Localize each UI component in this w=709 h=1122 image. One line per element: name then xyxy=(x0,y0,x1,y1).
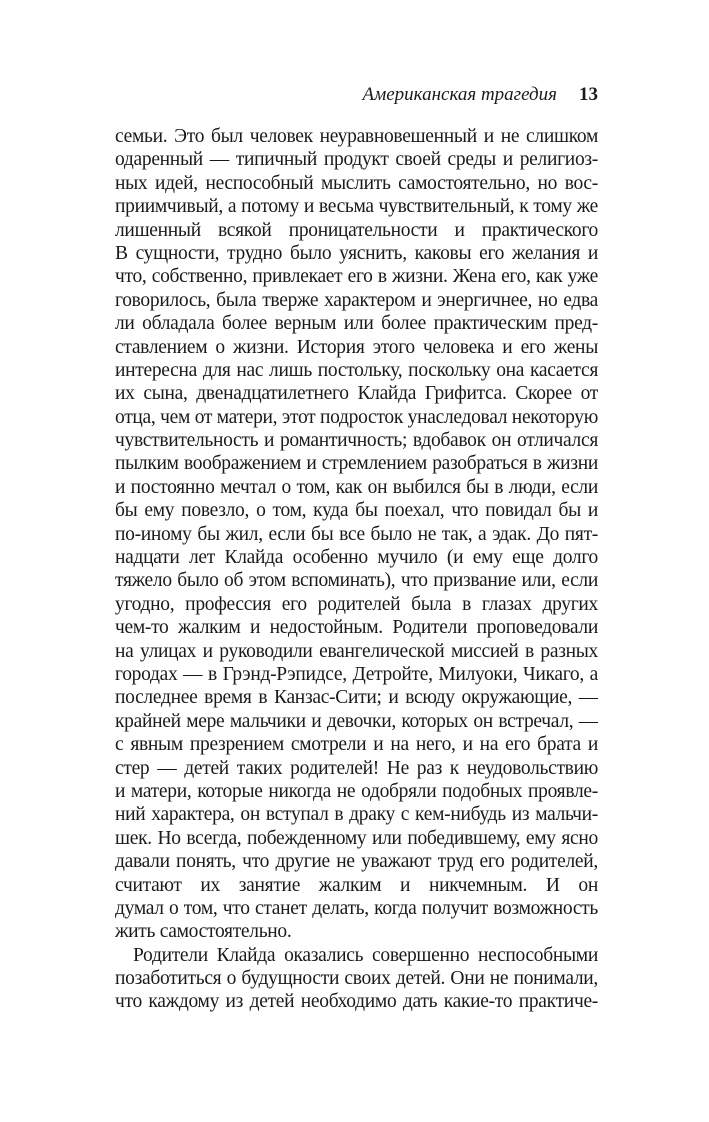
text-line: надцати лет Клайда особенно мучило (и ему еще долго xyxy=(115,547,598,569)
text-line: В сущности, трудно было уяснить, каковы его желания и xyxy=(115,242,598,264)
text-line: позаботиться о будущности своих детей. Они не понимали, xyxy=(115,968,598,990)
text-line: городах — в Грэнд-Рэпидсе, Детройте, Милуоки, Чикаго, а xyxy=(115,663,598,685)
text-line: что, собственно, привлекает его в жизни. Жена его, как уже xyxy=(115,266,598,288)
text-line: считают их занятие жалким и никчемным. И он xyxy=(115,874,598,896)
text-line: чем-то жалким и недостойным. Родители проповедовали xyxy=(115,617,598,639)
text-line: давали понять, что другие не уважают труд его родителей, xyxy=(115,851,598,873)
body-text xyxy=(115,125,598,1014)
text-line: Родители Клайда оказались совершенно неспособными xyxy=(133,944,598,966)
text-line: последнее время в Канзас-Сити; и всюду окружающие, — xyxy=(115,687,598,709)
text-line: по-иному бы жил, если бы все было не так, а эдак. До пят- xyxy=(115,523,598,545)
text-line: ний характера, он вступал в драку с кем-нибудь из мальчи- xyxy=(115,804,598,826)
text-line: крайней мере мальчики и девочки, которых он встречал, — xyxy=(115,710,598,732)
text-line: шек. Но всегда, побежденному или победившему, ему ясно xyxy=(115,827,598,849)
text-line: чувствительность и романтичность; вдобавок он отличался xyxy=(115,430,598,452)
text-line: ставлением о жизни. История этого человека и его жены xyxy=(115,336,598,358)
text-line: стер — детей таких родителей! Не раз к неудовольствию xyxy=(115,757,598,779)
text-line: говорилось, была тверже характером и энергичнее, но едва xyxy=(115,289,598,311)
text-line: лишенный всякой проницательности и практического xyxy=(115,219,598,241)
text-line: что каждому из детей необходимо дать какие-то практиче- xyxy=(115,991,598,1013)
text-line: думал о том, что станет делать, когда получит возможность xyxy=(115,897,598,919)
text-line: интересна для нас лишь постольку, поскольку она касается xyxy=(115,359,598,381)
text-line: приимчивый, а потому и весьма чувствительный, к тому же xyxy=(115,196,598,218)
text-line: одаренный — типичный продукт своей среды и религиоз- xyxy=(115,149,598,171)
text-line: на улицах и руководили евангелической миссией в разных xyxy=(115,640,598,662)
text-line: с явным презрением смотрели и на него, и на его брата и xyxy=(115,734,598,756)
text-line: и матери, которые никогда не одобряли подобных проявле- xyxy=(115,780,598,802)
text-line: пылким воображением и стремлением разобраться в жизни xyxy=(115,453,598,475)
text-line: угодно, профессия его родителей была в глазах других xyxy=(115,593,598,615)
text-line: тяжело было об этом вспоминать), что призвание или, если xyxy=(115,570,598,592)
text-line: бы ему повезло, о том, куда бы поехал, что повидал бы и xyxy=(115,500,598,522)
text-line: ных идей, неспособный мыслить самостоятельно, но вос- xyxy=(115,172,598,194)
running-title: Американская трагедия xyxy=(362,84,557,105)
page-number: 13 xyxy=(579,84,598,105)
text-line: их сына, двенадцатилетнего Клайда Грифитса. Скорее от xyxy=(115,383,598,405)
text-line: ли обладала более верным или более практическим пред- xyxy=(115,313,598,335)
text-line: семьи. Это был человек неуравновешенный и не слишком xyxy=(115,126,598,147)
text-line: жить самостоятельно. xyxy=(115,921,292,943)
text-line: и постоянно мечтал о том, как он выбился бы в люди, если xyxy=(115,476,598,498)
running-header xyxy=(115,84,598,110)
text-line: отца, чем от матери, этот подросток унаследовал некоторую xyxy=(115,406,598,428)
